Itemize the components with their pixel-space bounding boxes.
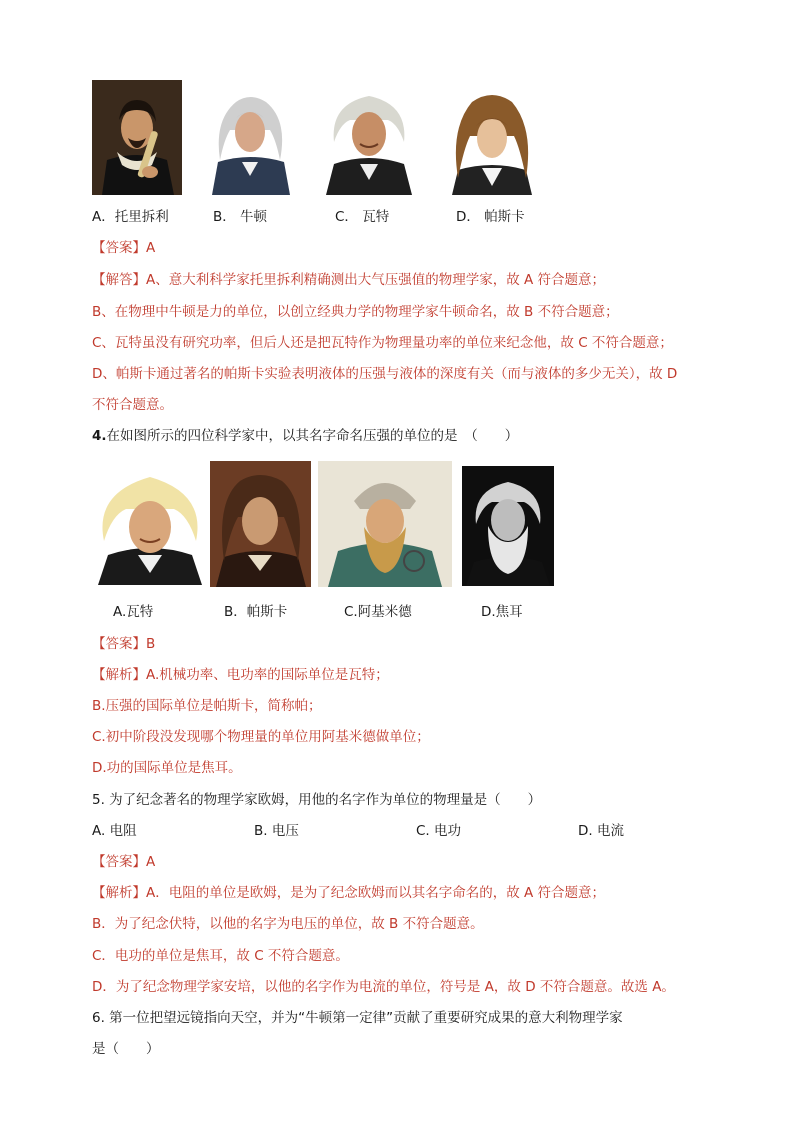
portrait-watt-2 <box>94 463 206 585</box>
option-c-label: C.阿基米德 <box>344 604 412 620</box>
portrait-archimedes <box>318 461 452 587</box>
portrait-pascal-a <box>448 88 536 195</box>
option-a-label: A.瓦特 <box>113 604 154 620</box>
option-d-label: D. 电流 <box>578 823 624 839</box>
option-b-label: B． 牛顿 <box>213 209 268 225</box>
q4-explain-line <box>92 665 389 685</box>
portrait-newton <box>206 80 294 195</box>
portrait-torricelli <box>92 80 182 195</box>
q5-answer <box>92 852 155 872</box>
q3-explain-line: D、帕斯卡通过著名的帕斯卡实验表明液体的压强与液体的深度有关（而与液体的多少无关），故 D <box>92 366 678 382</box>
answer-tag: 【答案】 <box>92 854 146 870</box>
question-text: 在如图所示的四位科学家中，以其名字命名压强的单位的是 （ ） <box>106 428 519 444</box>
q6-stem: 是（ ） <box>92 1041 160 1057</box>
q6-stem: 6. 第一位把望远镜指向天空，并为“牛顿第一定律”贡献了重要研究成果的意大利物理学家 <box>92 1010 623 1026</box>
explain-text: A、意大利科学家托里拆利精确测出大气压强值的物理学家，故 A 符合题意； <box>146 272 606 288</box>
explain-tag: 【解析】 <box>92 667 146 683</box>
explain-tag: 【解析】 <box>92 885 146 901</box>
q5-stem: 5. 为了纪念著名的物理学家欧姆，用他的名字作为单位的物理量是（ ） <box>92 792 542 808</box>
q3-answer <box>92 238 155 258</box>
q3-explain-line: C、瓦特虽没有研究功率，但后人还是把瓦特作为物理量功率的单位来纪念他，故 C 不符合题意； <box>92 335 673 351</box>
portrait-joule <box>462 466 554 586</box>
option-a-label: A．托里拆利 <box>92 209 169 225</box>
q3-explain-line <box>92 270 605 290</box>
q4-answer <box>92 634 155 654</box>
q5-explain-line: B．为了纪念伏特，以他的名字为电压的单位，故 B 不符合题意。 <box>92 916 484 932</box>
option-c-label: C. 电功 <box>416 823 462 839</box>
option-c-label: C． 瓦特 <box>335 209 390 225</box>
q3-explain-line: 不符合题意。 <box>92 397 173 413</box>
option-b-label: B．帕斯卡 <box>224 604 288 620</box>
explain-text: A.机械功率、电功率的国际单位是瓦特； <box>146 667 389 683</box>
portrait-pascal <box>210 461 311 587</box>
q4-explain-line: C.初中阶段没发现哪个物理量的单位用阿基米德做单位； <box>92 729 430 745</box>
option-a-label: A. 电阻 <box>92 823 137 839</box>
q5-explain-line: C．电功的单位是焦耳，故 C 不符合题意。 <box>92 948 349 964</box>
q5-explain-line <box>92 883 605 903</box>
answer-value: A <box>146 854 156 870</box>
answer-tag: 【答案】 <box>92 636 146 652</box>
explain-tag: 【解答】 <box>92 272 146 288</box>
answer-value: B <box>146 636 156 652</box>
question-number: 4. <box>92 428 107 444</box>
portrait-watt <box>322 80 416 195</box>
q4-explain-line: D.功的国际单位是焦耳。 <box>92 760 242 776</box>
option-b-label: B. 电压 <box>254 823 299 839</box>
answer-value: A <box>146 240 156 256</box>
option-d-label: D． 帕斯卡 <box>456 209 525 225</box>
q4-explain-line: B.压强的国际单位是帕斯卡，简称帕； <box>92 698 322 714</box>
q5-explain-line: D．为了纪念物理学家安培，以他的名字作为电流的单位，符号是 A，故 D 不符合题意。故选 A。 <box>92 979 675 995</box>
q4-stem <box>92 426 518 446</box>
q3-explain-line: B、在物理中牛顿是力的单位，以创立经典力学的物理学家牛顿命名，故 B 不符合题意； <box>92 304 619 320</box>
answer-tag: 【答案】 <box>92 240 146 256</box>
explain-text: A．电阻的单位是欧姆，是为了纪念欧姆而以其名字命名的，故 A 符合题意； <box>146 885 606 901</box>
option-d-label: D.焦耳 <box>481 604 523 620</box>
